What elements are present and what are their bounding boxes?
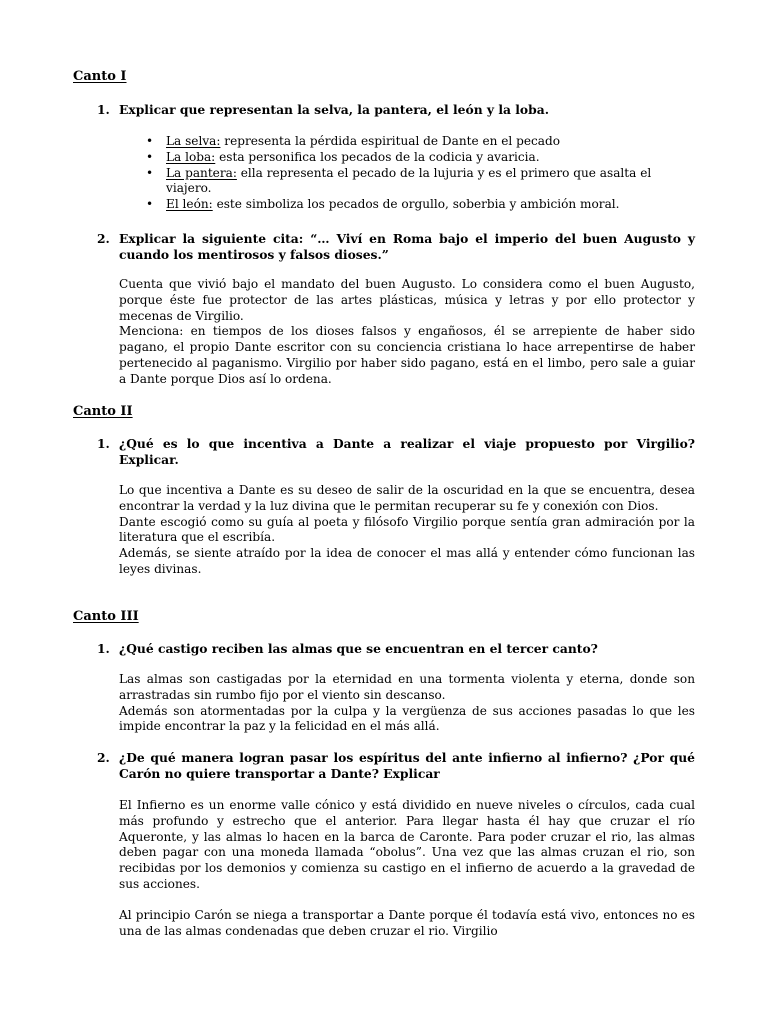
canto-1-question-2: [97, 231, 695, 263]
bullet-icon: •: [146, 197, 154, 212]
canto-3-question-2: [97, 750, 695, 782]
answer-paragraph: Menciona: en tiempos de los dioses falsos y engañosos, él se arrepiente de haber sido pagano, el propio Dante escritor con su conciencia cristiana lo hace arrepentirse de haber pertenecido al paganismo. Virgilio por haber sido pagano, está en el limbo, pero sale a guiar a Dante porque Dios así lo ordena.: [119, 324, 695, 386]
answer-paragraph: Además son atormentadas por la culpa y la vergüenza de sus acciones pasadas lo que les impide encontrar la paz y la felicidad en el más allá.: [119, 703, 695, 734]
canto-3-question-1: [97, 641, 695, 657]
definition-leon: este simboliza los pecados de orgullo, soberbia y ambición moral.: [212, 197, 620, 212]
list-item-loba: [140, 150, 696, 166]
answer-paragraph: Lo que incentiva a Dante es su deseo de salir de la oscuridad en la que se encuentra, desea encontrar la verdad y la luz divina que le permitan recuperar su fe y conexión con Dios.: [119, 483, 695, 513]
canto-2-question-1: [97, 436, 695, 468]
answer-paragraph: Cuenta que vivió bajo el mandato del buen Augusto. Lo considera como el buen Augusto, porque éste fue protector de las artes plásticas, música y letras y por ello protector y mecenas de Virgilio.: [119, 277, 695, 323]
canto-2-heading: Canto II: [73, 404, 133, 419]
term-selva: La selva:: [166, 134, 221, 148]
canto-1-answer-2: [119, 277, 695, 388]
canto-3-heading: Canto III: [73, 609, 139, 624]
list-item-leon: [140, 197, 696, 213]
question-number: 1.: [97, 102, 110, 117]
term-loba: La loba:: [166, 149, 216, 164]
question-number: 1.: [97, 641, 110, 656]
term-leon: El león:: [166, 197, 213, 212]
definition-pantera: ella representa el pecado de la lujuria y es el primero que asalta el viajero.: [166, 165, 652, 196]
term-pantera: La pantera:: [166, 165, 237, 180]
question-number: 1.: [97, 436, 110, 451]
symbols-list: [140, 134, 696, 213]
list-item-pantera: [140, 166, 696, 198]
question-text: ¿Qué castigo reciben las almas que se encuentran en el tercer canto?: [119, 641, 598, 656]
definition-loba: esta personifica los pecados de la codicia y avaricia.: [215, 149, 540, 164]
bullet-icon: •: [146, 149, 154, 164]
question-number: 2.: [97, 750, 110, 765]
canto-1-heading: Canto I: [73, 69, 127, 84]
canto-3-answer-2a: [119, 798, 695, 893]
canto-2-answer-1: [119, 483, 695, 578]
canto-3-answer-2b: [119, 908, 695, 940]
answer-paragraph: Dante escogió como su guía al poeta y filósofo Virgilio porque sentía gran admiración por la literatura que el escribía.: [119, 514, 695, 545]
question-text: ¿Qué es lo que incentiva a Dante a realizar el viaje propuesto por Virgilio? Explicar.: [119, 436, 695, 467]
answer-paragraph: Al principio Carón se niega a transportar a Dante porque él todavía está vivo, entonces no es una de las almas condenadas que deben cruzar el rio. Virgilio: [119, 908, 695, 938]
definition-selva: representa la pérdida espiritual de Dante en el pecado: [220, 134, 561, 148]
question-text: ¿De qué manera logran pasar los espíritus del ante infierno al infierno? ¿Por qué Carón no quiere transportar a Dante? Explicar: [119, 750, 695, 781]
bullet-icon: •: [146, 165, 154, 180]
canto-1-question-1: [97, 102, 695, 118]
bullet-icon: •: [146, 134, 154, 148]
canto-3-answer-1: [119, 672, 695, 735]
question-text: Explicar que representan la selva, la pantera, el león y la loba.: [119, 102, 549, 117]
answer-paragraph: Las almas son castigadas por la eternidad en una tormenta violenta y eterna, donde son arrastradas sin rumbo fijo por el viento sin descanso.: [119, 672, 695, 702]
answer-paragraph: Además, se siente atraído por la idea de conocer el mas allá y entender cómo funcionan las leyes divinas.: [119, 546, 695, 576]
question-number: 2.: [97, 231, 110, 246]
question-text: Explicar la siguiente cita: “… Viví en Roma bajo el imperio del buen Augusto y cuando los mentirosos y falsos dioses.”: [119, 231, 695, 262]
answer-paragraph: El Infierno es un enorme valle cónico y está dividido en nueve niveles o círculos, cada cual más profundo y estrecho que el anterior. Para llegar hasta él hay que cruzar el río Aqueronte, y las almas lo hacen en la barca de Caronte. Para poder cruzar el rio, las almas deben pagar con una moneda llamada “obolus”. Una vez que las almas cruzan el rio, son recibidas por los demonios y comienza su castigo en el infierno de acuerdo a la gravedad de sus acciones.: [119, 798, 695, 891]
list-item-selva: [140, 134, 696, 150]
